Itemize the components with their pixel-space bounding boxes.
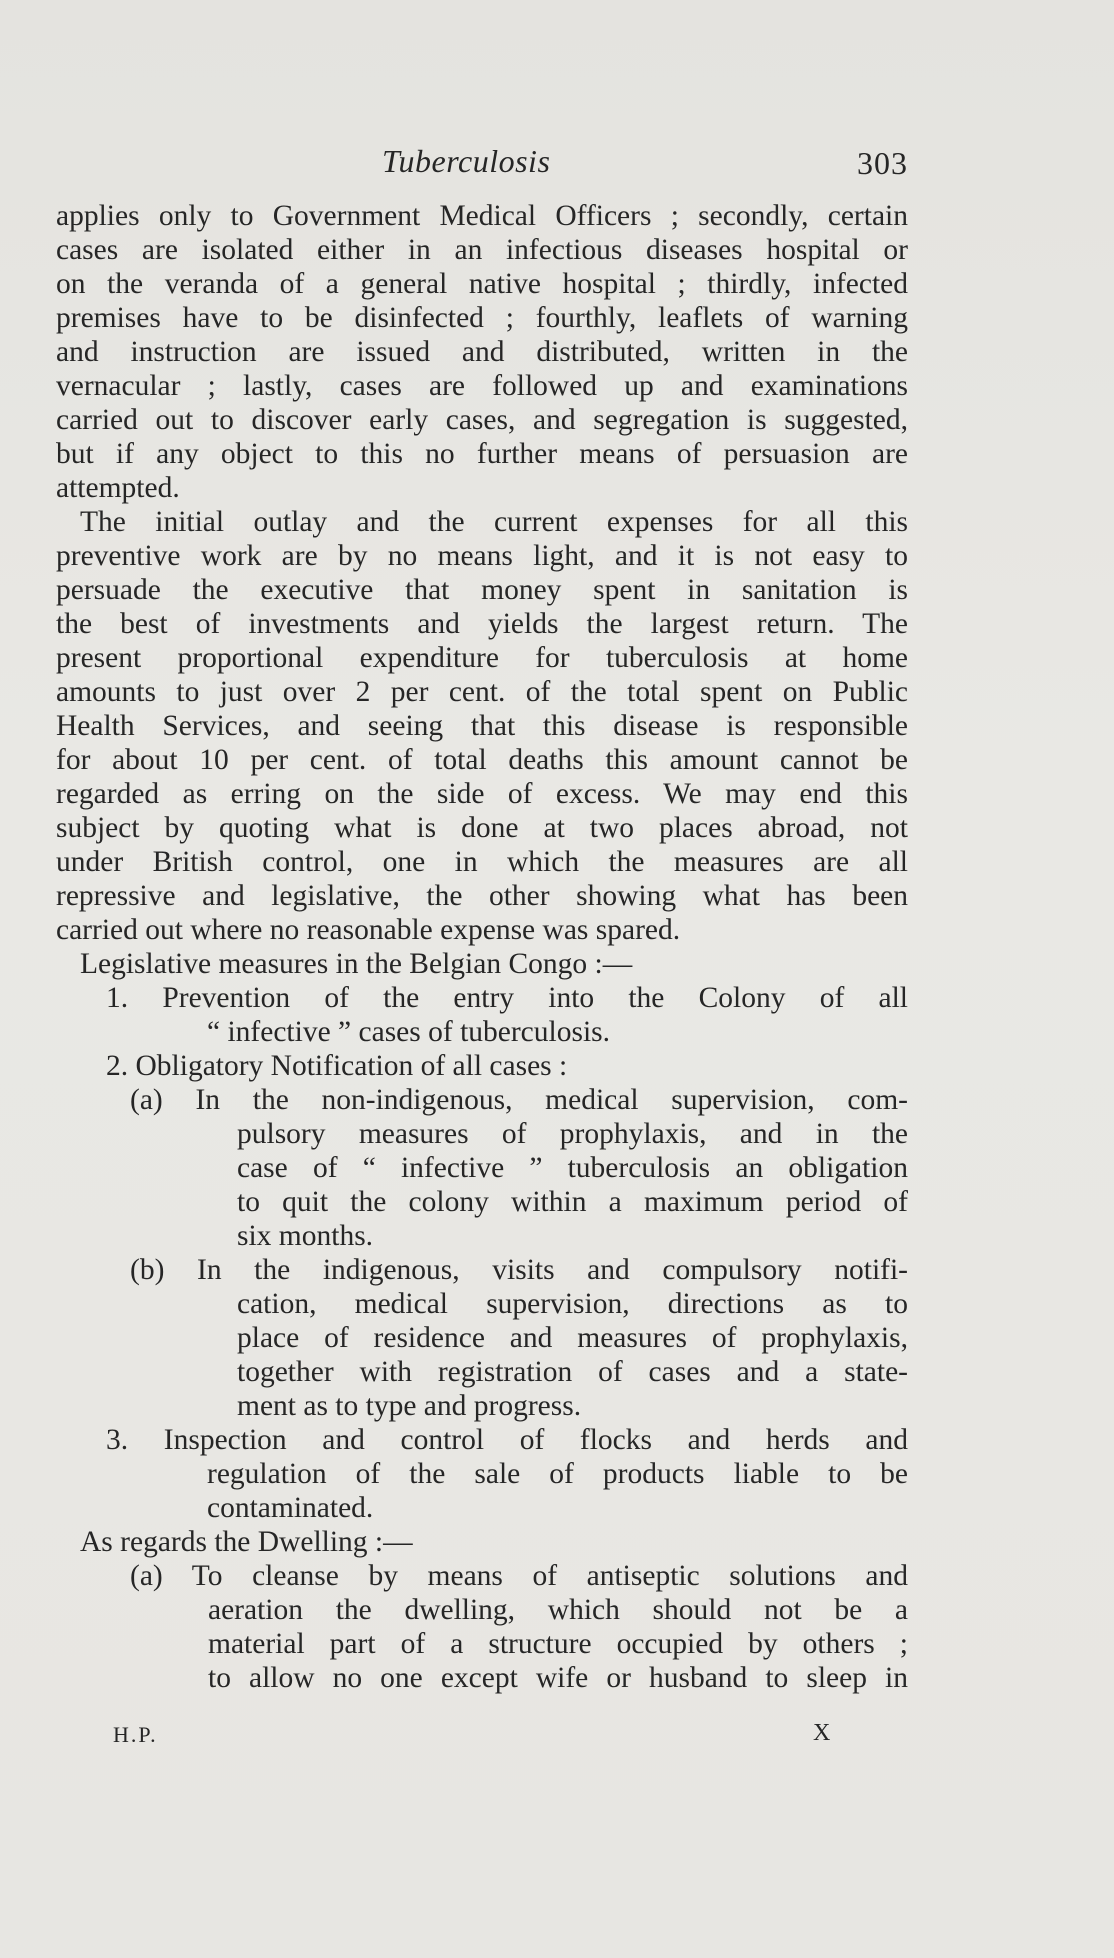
text-line: The initial outlay and the current expenses for all this: [80, 506, 908, 538]
text-line: subject by quoting what is done at two places abroad, not: [56, 812, 908, 844]
text-line: attempted.: [56, 472, 180, 504]
sub-item-line: six months.: [237, 1220, 374, 1252]
sub-item-line: pulsory measures of prophylaxis, and in the: [237, 1118, 908, 1150]
signature-letter: X: [813, 1720, 831, 1746]
text-line: but if any object to this no further means of persuasion are: [56, 438, 908, 470]
text-line: cases are isolated either in an infectious diseases hospital or: [56, 234, 908, 266]
text-line: persuade the executive that money spent in sanitation is: [56, 574, 908, 606]
text-line: vernacular ; lastly, cases are followed up and examinations: [56, 370, 908, 402]
sub-item-line: ment as to type and progress.: [237, 1390, 582, 1422]
sub-item-line: to quit the colony within a maximum period of: [237, 1186, 908, 1218]
page-number: 303: [857, 145, 908, 181]
running-title: Tuberculosis: [382, 143, 551, 179]
list-item-line: regulation of the sale of products liable to be: [207, 1458, 908, 1490]
list-item-line: 2. Obligatory Notification of all cases :: [106, 1050, 568, 1082]
list-item-line: “ infective ” cases of tuberculosis.: [207, 1016, 611, 1048]
sub-item-line: cation, medical supervision, directions as to: [237, 1288, 908, 1320]
text-line: Legislative measures in the Belgian Congo :—: [80, 948, 633, 980]
list-item-line: aeration the dwelling, which should not be a: [208, 1594, 908, 1626]
running-head: [56, 143, 908, 187]
list-item-line: contaminated.: [207, 1492, 374, 1524]
list-item-line: material part of a structure occupied by others ;: [208, 1628, 908, 1660]
text-line: amounts to just over 2 per cent. of the total spent on Public: [56, 676, 908, 708]
signature-mark: H.P.: [113, 1722, 158, 1747]
text-line: under British control, one in which the measures are all: [56, 846, 908, 878]
sub-item-line: case of “ infective ” tuberculosis an obligation: [237, 1152, 908, 1184]
text-line: carried out to discover early cases, and segregation is suggested,: [56, 404, 908, 436]
sub-item-line: place of residence and measures of prophylaxis,: [237, 1322, 908, 1354]
list-item-line: 3. Inspection and control of flocks and herds and: [106, 1424, 908, 1456]
text-line: repressive and legislative, the other showing what has been: [56, 880, 908, 912]
text-line: Health Services, and seeing that this disease is responsible: [56, 710, 908, 742]
text-line: and instruction are issued and distributed, written in the: [56, 336, 908, 368]
text-line: the best of investments and yields the largest return. The: [56, 608, 908, 640]
text-line: present proportional expenditure for tuberculosis at home: [56, 642, 908, 674]
text-line: preventive work are by no means light, and it is not easy to: [56, 540, 908, 572]
list-item-line: 1. Prevention of the entry into the Colony of all: [106, 982, 908, 1014]
text-line: on the veranda of a general native hospital ; thirdly, infected: [56, 268, 908, 300]
text-line: for about 10 per cent. of total deaths this amount cannot be: [56, 744, 908, 776]
text-line: applies only to Government Medical Officers ; secondly, certain: [56, 200, 908, 232]
text-line: premises have to be disinfected ; fourthly, leaflets of warning: [56, 302, 908, 334]
text-line: regarded as erring on the side of excess. We may end this: [56, 778, 908, 810]
list-item-line: to allow no one except wife or husband to sleep in: [208, 1662, 908, 1694]
text-line: As regards the Dwelling :—: [80, 1526, 413, 1558]
list-item-line: (a) To cleanse by means of antiseptic solutions and: [130, 1560, 908, 1592]
sub-item-line: (a) In the non-indigenous, medical supervision, com-: [130, 1084, 908, 1116]
text-line: carried out where no reasonable expense was spared.: [56, 914, 681, 946]
sub-item-line: together with registration of cases and a state-: [237, 1356, 908, 1388]
sub-item-line: (b) In the indigenous, visits and compulsory notifi-: [130, 1254, 908, 1286]
